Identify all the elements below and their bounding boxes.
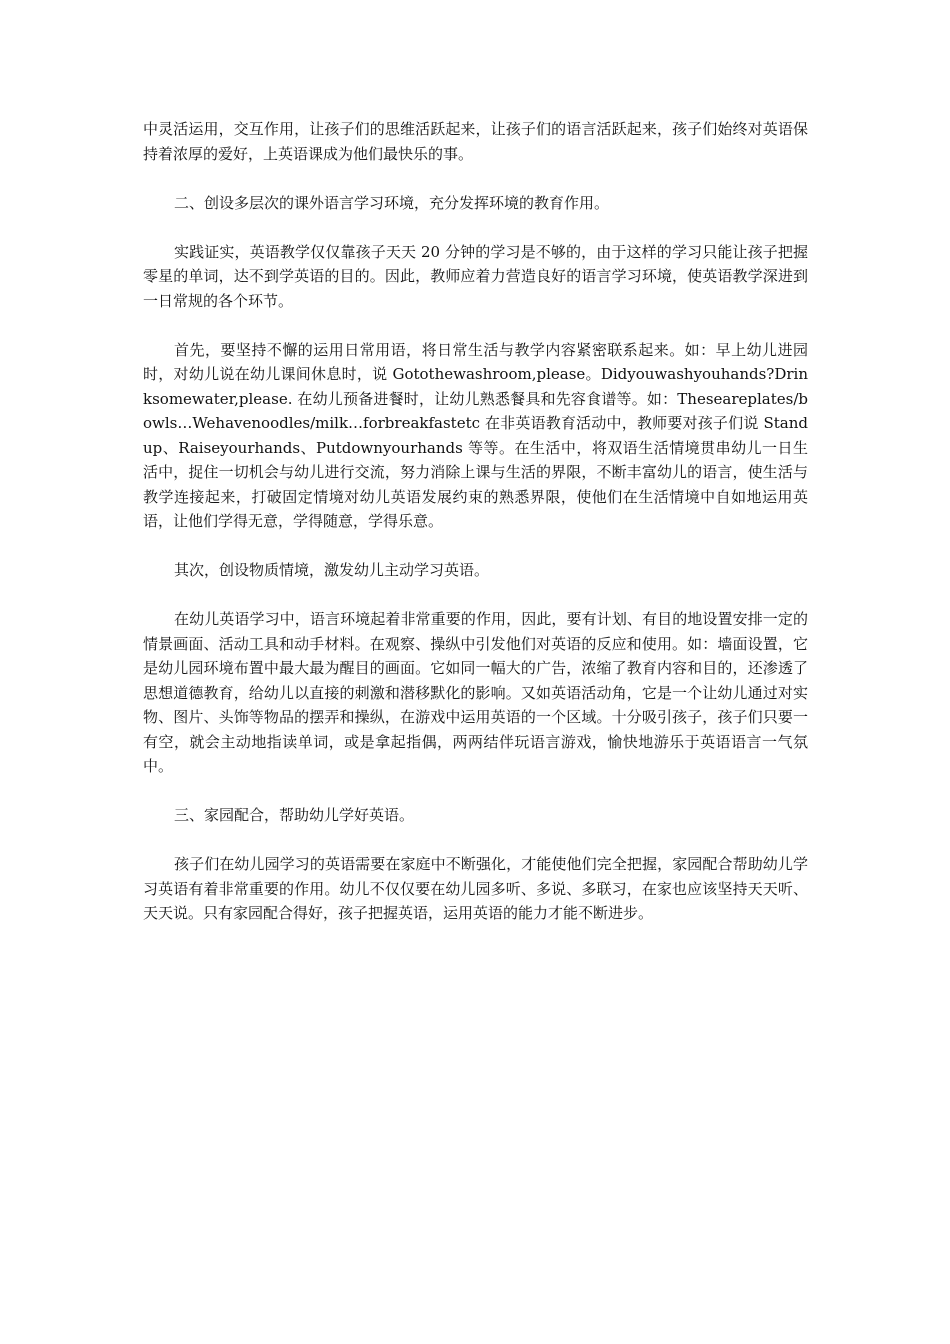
paragraph-practice-proves: 实践证实，英语教学仅仅靠孩子天天 20 分钟的学习是不够的，由于这样的学习只能让孩子把握零星的单词，达不到学英语的目的。因此，教师应着力营造良好的语言学习环境，使英语教学深进到一日常规的各个环节。 [143,242,808,310]
paragraph-gap [143,215,808,240]
paragraph-daily-language: 首先，要坚持不懈的运用日常用语，将日常生活与教学内容紧密联系起来。如：早上幼儿进园时，对幼儿说在幼儿课间休息时，说 Gotothewashroom,please。Didyouwashyouhands?Drinksomewater,please. 在幼儿预备进餐时，让幼儿熟悉餐具和先容食谱等。如：Theseareplates/bowls…Wehavenoodles/milk…forbreakfastetc 在非英语教育活动中，教师要对孩子们说 Standup、Raiseyourhands、Putdownyourhands 等等。在生活中，将双语生活情境贯串幼儿一日生活中，捉住一切机会与幼儿进行交流，努力消除上课与生活的界限，不断丰富幼儿的语言，使生活与教学连接起来，打破固定情境对幼儿英语发展约束的熟悉界限，使他们在生活情境中自如地运用英语，让他们学得无意，学得随意，学得乐意。 [143,340,808,530]
paragraph-language-environment: 在幼儿英语学习中，语言环境起着非常重要的作用，因此，要有计划、有目的地设置安排一定的情景画面、活动工具和动手材料。在观察、操纵中引发他们对英语的反应和使用。如：墙面设置，它是幼儿园环境布置中最大最为醒目的画面。它如同一幅大的广告，浓缩了教育内容和目的，还渗透了思想道德教育，给幼儿以直接的刺激和潜移默化的影响。又如英语活动角，它是一个让幼儿通过对实物、图片、头饰等物品的摆弄和操纵，在游戏中运用英语的一个区域。十分吸引孩子，孩子们只要一有空，就会主动地指读单词，或是拿起指偶，两两结伴玩语言游戏，愉快地游乐于英语语言一气氛中。 [143,610,808,775]
section-heading-3: 三、家园配合，帮助幼儿学好英语。 [174,806,415,824]
paragraph-home-cooperation: 孩子们在幼儿园学习的英语需要在家庭中不断强化，才能使他们完全把握，家园配合帮助幼儿学习英语有着非常重要的作用。幼儿不仅仅要在幼儿园多听、多说、多联习，在家也应该坚持天天听、天天说。只有家园配合得好，孩子把握英语，运用英语的能力才能不断进步。 [143,855,808,922]
paragraph-gap [143,166,808,191]
paragraph-gap [143,779,808,804]
paragraph-gap [143,583,808,608]
paragraph-gap [143,313,808,338]
section-heading-2: 二、创设多层次的课外语言学习环境，充分发挥环境的教育作用。 [174,193,610,212]
subheading-material-context: 其次，创设物质情境，激发幼儿主动学习英语。 [174,561,490,579]
paragraph-intro-continuation: 中灵活运用，交互作用，让孩子们的思维活跃起来，让孩子们的语言活跃起来，孩子们始终对英语保持着浓厚的爱好，上英语课成为他们最快乐的事。 [143,120,808,163]
paragraph-gap [143,534,808,559]
paragraph-gap [143,828,808,853]
document-page [143,117,808,926]
